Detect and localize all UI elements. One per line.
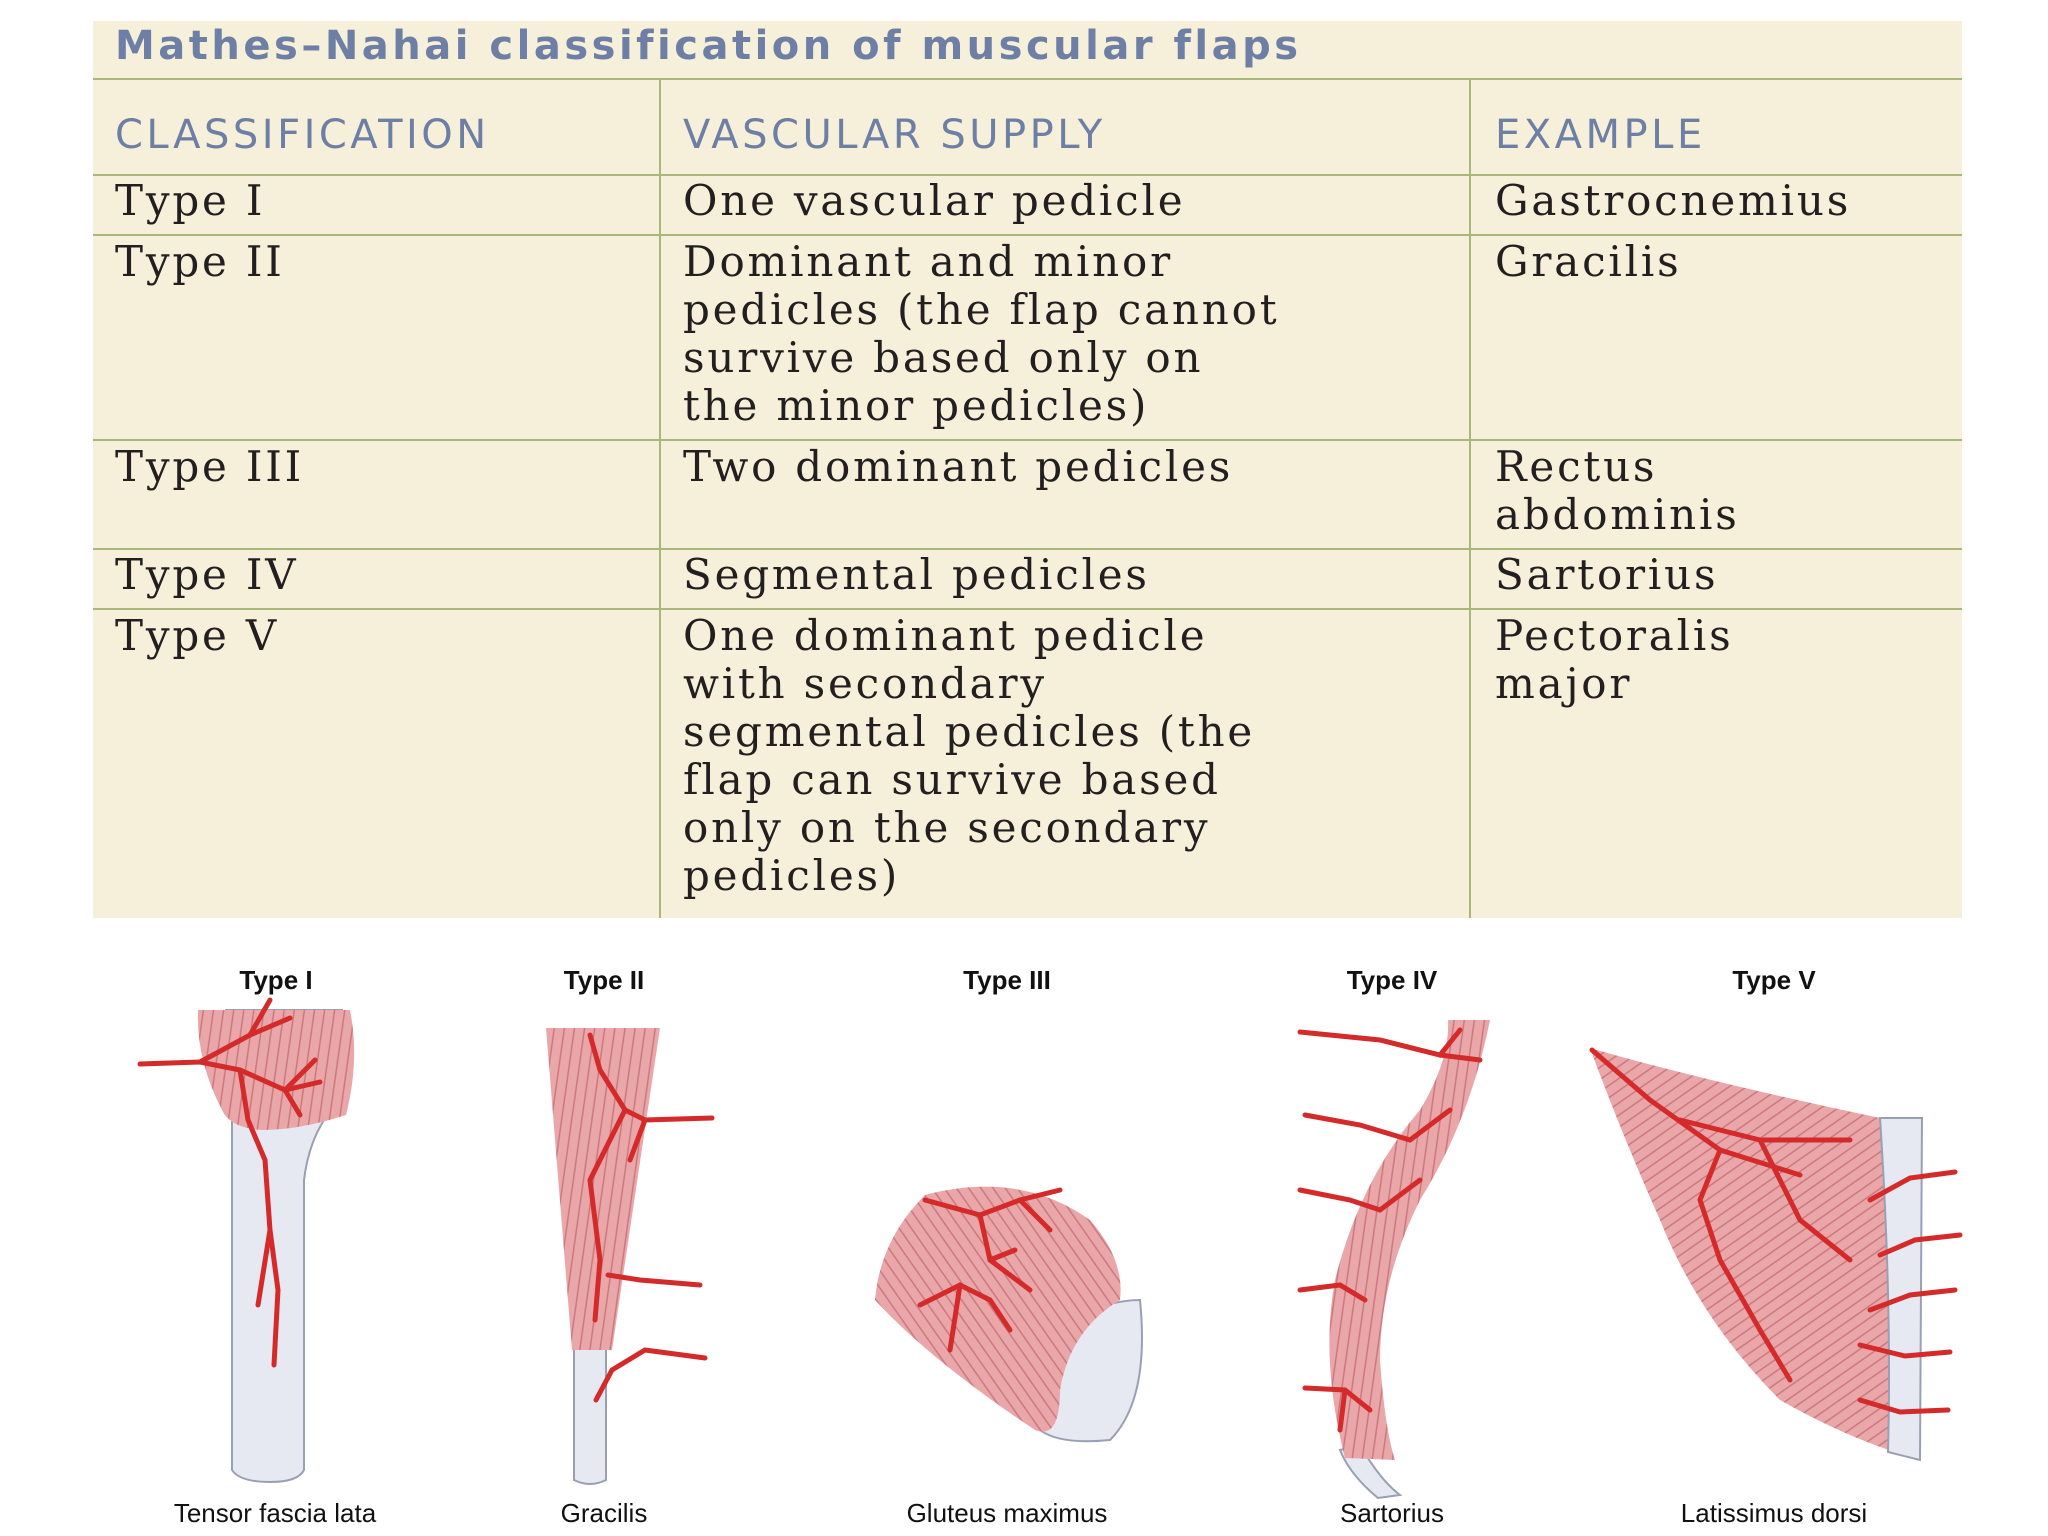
type-i-illustration <box>140 1000 354 1482</box>
table-title: Mathes–Nahai classification of muscular flaps <box>115 23 1302 69</box>
figure-type-label: Type V <box>1732 965 1816 995</box>
row-type: Type V <box>115 611 279 660</box>
row-supply: One vascular pedicle <box>683 176 1186 225</box>
row-type: Type III <box>115 442 305 491</box>
row-example: Gracilis <box>1495 237 1682 286</box>
column-header-vascular-supply: VASCULAR SUPPLY <box>683 112 1106 158</box>
figure-type-label: Type II <box>563 965 645 995</box>
figure-muscle-label: Gluteus maximus <box>906 1498 1108 1528</box>
figure-muscle-label: Tensor fascia lata <box>173 1498 377 1528</box>
figure-type-label: Type IV <box>1346 965 1438 995</box>
row-type: Type I <box>115 176 266 225</box>
figure-type-label: Type I <box>239 965 313 995</box>
type-ii-illustration <box>546 1028 712 1484</box>
row-supply: Two dominant pedicles <box>683 442 1234 491</box>
figure-muscle-label: Sartorius <box>1339 1498 1445 1528</box>
row-example: Gastrocnemius <box>1495 176 1852 225</box>
muscle-shape <box>198 1010 354 1130</box>
figure-type-label: Type III <box>963 965 1051 995</box>
row-supply: Segmental pedicles <box>683 550 1150 599</box>
row-supply: Dominant and minor pedicles (the flap cannot survive based only on the minor pedicles) <box>683 237 1280 430</box>
figure-muscle-label: Gracilis <box>560 1498 648 1528</box>
type-iv-illustration <box>1300 1020 1490 1498</box>
row-example: Sartorius <box>1495 550 1719 599</box>
tendon-shape <box>574 1330 606 1484</box>
figure-muscle-label: Latissimus dorsi <box>1680 1498 1868 1528</box>
row-type: Type II <box>115 237 285 286</box>
row-example: Rectus abdominis <box>1495 442 1740 539</box>
muscle-shape <box>1590 1048 1922 1460</box>
column-header-example: EXAMPLE <box>1495 112 1706 158</box>
row-type: Type IV <box>115 550 299 599</box>
row-example: Pectoralis major <box>1495 611 1734 708</box>
row-supply: One dominant pedicle with secondary segmental pedicles (the flap can survive based only on the secondary pedicles) <box>683 611 1256 900</box>
type-iii-illustration <box>875 1187 1142 1442</box>
type-v-illustration <box>1590 1048 1960 1460</box>
column-header-classification: CLASSIFICATION <box>115 112 490 158</box>
